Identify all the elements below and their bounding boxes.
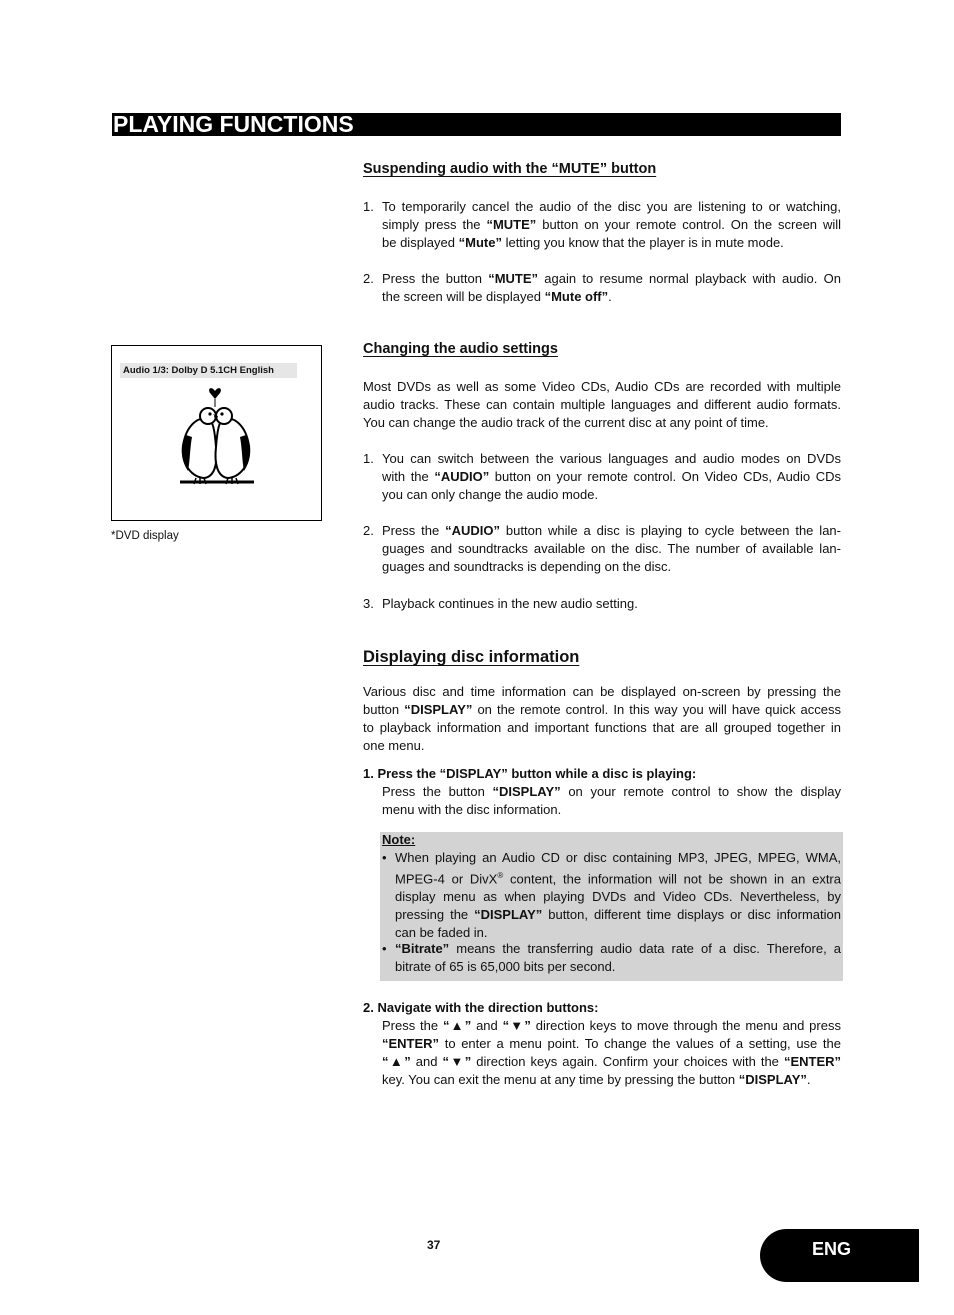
text-line: you can only change the audio mode. xyxy=(382,487,599,502)
dvd-display-caption: *DVD display xyxy=(111,530,179,542)
language-tab xyxy=(760,1229,919,1282)
list-number: 2. xyxy=(363,271,374,286)
display-intro: Various disc and time information can be displayed on-screen by pressing the button “DISPLAY” on the remote control. In this way you will have quick access to playback information and important functions that are all grouped together in one menu. xyxy=(363,684,841,753)
note-title: Note: xyxy=(382,832,416,847)
audio-step-2 xyxy=(363,522,841,576)
language-tab-label: ENG xyxy=(812,1239,852,1259)
text-line: be displayed “Mute” letting you know that the player is in mute mode. xyxy=(382,235,784,250)
audio-step-1 xyxy=(363,450,841,504)
mute-step-1 xyxy=(363,198,841,252)
text-line: Press the button “MUTE” again to resume normal playback with audio. On xyxy=(382,271,841,286)
display-step-2-heading: 2. Navigate with the direction buttons: xyxy=(363,1000,599,1015)
text-line: Playback continues in the new audio setting. xyxy=(382,596,638,611)
page-number: 37 xyxy=(427,1238,441,1252)
note-bullet-1: • When playing an Audio CD or disc containing MP3, JPEG, MPEG, WMA, MPEG-4 or DivX® content, the information will not be shown in an extra display menu as when playing DVDs and Video CDs. Nevertheless, by pressing the “DISPLAY” button, different time displays or disc information can be faded in. xyxy=(382,850,841,941)
list-number: 1. xyxy=(363,199,374,214)
text-line: Press the “AUDIO” button while a disc is playing to cycle between the lan- xyxy=(382,523,841,538)
mute-section-heading: Suspending audio with the “MUTE” button xyxy=(363,161,657,177)
audio-intro: Most DVDs as well as some Video CDs, Audio CDs are recorded with multiple audio tracks. These can contain multiple languages and different audio formats. You can change the audio track of the current disc at any point of time. xyxy=(363,379,841,430)
audio-section-heading: Changing the audio settings xyxy=(363,341,558,357)
display-step-2-body: Press the “▲” and “▼” direction keys to move through the menu and press “ENTER” to enter a menu point. To change the values of a setting, use the “▲” and “▼” direction keys again. Confirm your choices with the “ENTER” key. You can exit the menu at any time by pressing the button “DISPLAY”. xyxy=(382,1018,842,1087)
list-number: 1. xyxy=(363,451,374,466)
text-line: To temporarily cancel the audio of the disc you are listening to or watching, xyxy=(382,199,841,214)
text-line: guages and soundtracks is depending on the disc. xyxy=(382,559,672,574)
list-number: 3. xyxy=(363,596,374,611)
text-line: simply press the “MUTE” button on your remote control. On the screen will xyxy=(382,217,841,232)
text-line: You can switch between the various languages and audio modes on DVDs xyxy=(382,451,841,466)
osd-audio-label: Audio 1/3: Dolby D 5.1CH English xyxy=(120,363,297,378)
love-birds-illustration xyxy=(174,385,258,489)
text-line: the screen will be displayed “Mute off”. xyxy=(382,289,612,304)
page-title: PLAYING FUNCTIONS xyxy=(112,113,841,136)
text-line: with the “AUDIO” button on your remote control. On Video CDs, Audio CDs xyxy=(382,469,841,484)
bullet-dot: • xyxy=(382,850,387,865)
display-step-1-heading: 1. Press the “DISPLAY” button while a disc is playing: xyxy=(363,766,697,781)
audio-step-3 xyxy=(363,595,841,613)
note-bullet-2: • “Bitrate” means the transferring audio data rate of a disc. Therefore, a bitrate of 65 is 65,000 bits per second. xyxy=(382,941,841,974)
bullet-dot: • xyxy=(382,941,387,956)
display-section-heading: Displaying disc information xyxy=(363,648,580,666)
mute-step-2 xyxy=(363,270,841,306)
list-number: 2. xyxy=(363,523,374,538)
display-step-1-body: Press the button “DISPLAY” on your remote control to show the display menu with the disc information. xyxy=(382,784,842,817)
heart-icon xyxy=(209,388,221,399)
text-line: guages and soundtracks available on the disc. The number of available lan- xyxy=(382,541,841,556)
